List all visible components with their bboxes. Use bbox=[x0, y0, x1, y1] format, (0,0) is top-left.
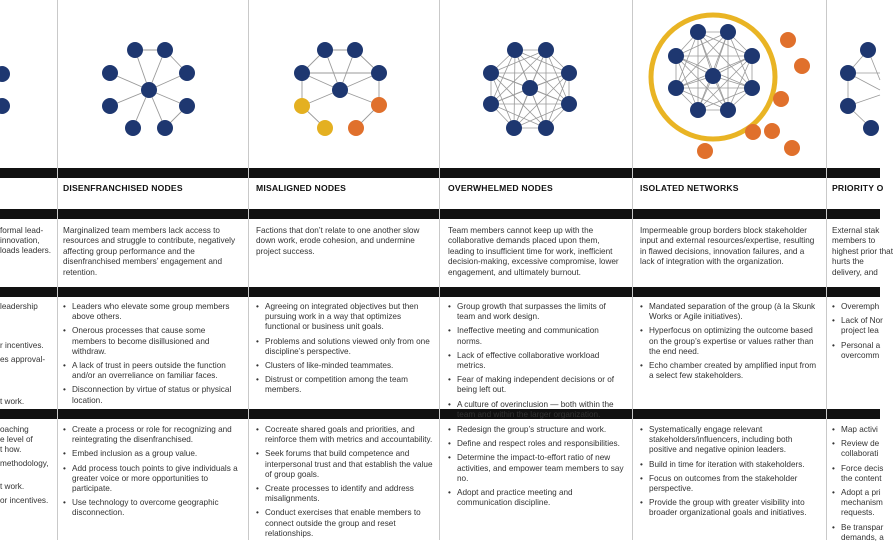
column-description: Marginalized team members lack access to resources and struggle to contribute, negatively affecting group performance and the disenfranchised members’ engagement and retention. bbox=[63, 226, 236, 277]
network-node bbox=[668, 48, 684, 64]
external-node-orange bbox=[773, 91, 789, 107]
priority-network-diagram bbox=[826, 0, 880, 170]
network-edge bbox=[515, 50, 569, 104]
isolated-network-diagram bbox=[632, 0, 826, 170]
network-node bbox=[141, 82, 157, 98]
partial-solution-2: e level of bbox=[0, 435, 33, 444]
list-item: • Onerous processes that cause some members to become disillusioned and withdraw. bbox=[63, 326, 241, 357]
partial-solution-1: oaching bbox=[0, 425, 29, 434]
partial-problem-4: t work. bbox=[0, 397, 25, 406]
partial-solution-4: methodology, bbox=[0, 459, 49, 468]
external-node-orange bbox=[697, 143, 713, 159]
external-node-orange bbox=[794, 58, 810, 74]
list-item: • Personal a overcomm bbox=[832, 341, 896, 361]
list-item: • Provide the group with greater visibility into broader organizational goals and initiatives. bbox=[640, 498, 820, 518]
list-item: • Fear of making independent decisions or of being left out. bbox=[448, 375, 626, 395]
list-item: • Mandated separation of the group (à la Skunk Works or Agile initiatives). bbox=[640, 302, 820, 322]
network-node bbox=[840, 98, 856, 114]
list-item: • Use technology to overcome geographic disconnection. bbox=[63, 498, 241, 518]
network-node bbox=[102, 98, 118, 114]
external-node-orange bbox=[764, 123, 780, 139]
list-item: • Clusters of like-minded teammates. bbox=[256, 361, 434, 371]
list-item: • A culture of overinclusion — both within the team and within the larger organization. bbox=[448, 400, 626, 420]
problems-list bbox=[448, 302, 626, 424]
network-node bbox=[863, 120, 879, 136]
problems-list bbox=[832, 302, 896, 365]
column-priority-overload bbox=[826, 0, 893, 542]
list-item: • Create processes to identify and address misalignments. bbox=[256, 484, 434, 504]
solutions-list bbox=[448, 425, 626, 512]
overwhelmed-network-diagram bbox=[439, 0, 632, 170]
list-item: • Embed inclusion as a group value. bbox=[63, 449, 241, 459]
list-item: • Adopt a pri mechanism requests. bbox=[832, 488, 896, 519]
solutions-list bbox=[640, 425, 820, 523]
list-item: • Problems and solutions viewed only from one discipline’s perspective. bbox=[256, 337, 434, 357]
network-node bbox=[690, 102, 706, 118]
network-node bbox=[720, 102, 736, 118]
problems-list bbox=[640, 302, 820, 385]
list-item: • Leaders who elevate some group members above others. bbox=[63, 302, 241, 322]
column-title: MISALIGNED NODES bbox=[256, 183, 347, 193]
list-item: • Create a process or role for recognizing and reintegrating the disenfranchised. bbox=[63, 425, 241, 445]
network-node bbox=[561, 96, 577, 112]
network-node bbox=[483, 65, 499, 81]
disenfranchised-network-diagram bbox=[57, 0, 248, 170]
network-node-yellow bbox=[317, 120, 333, 136]
list-item: • Define and respect roles and responsibilities. bbox=[448, 439, 626, 449]
network-node bbox=[522, 80, 538, 96]
network-node-orange bbox=[348, 120, 364, 136]
column-description: Factions that don’t relate to one another slow down work, erode cohesion, and undermine project success. bbox=[256, 226, 420, 256]
network-node bbox=[538, 42, 554, 58]
misaligned-network-diagram bbox=[248, 0, 439, 170]
problems-list bbox=[256, 302, 434, 400]
partial-solution-6: or incentives. bbox=[0, 496, 49, 505]
list-item: • Agreeing on integrated objectives but then pursuing work in a way that optimizes functional or business unit goals. bbox=[256, 302, 434, 333]
column-isolated-networks bbox=[632, 0, 826, 540]
list-item: • Force decis the content bbox=[832, 464, 896, 484]
partial-desc-1: formal lead- bbox=[0, 226, 44, 235]
network-node bbox=[125, 120, 141, 136]
network-node bbox=[0, 66, 10, 82]
partial-problem-1: leadership bbox=[0, 302, 38, 311]
network-node bbox=[179, 98, 195, 114]
list-item: • Map activi bbox=[832, 425, 896, 435]
list-item: • Redesign the group’s structure and work. bbox=[448, 425, 626, 435]
column-misaligned-nodes bbox=[248, 0, 439, 540]
network-node bbox=[0, 98, 10, 114]
network-node bbox=[690, 24, 706, 40]
network-node bbox=[347, 42, 363, 58]
list-item: • Lack of Nor project lea bbox=[832, 316, 896, 336]
network-node bbox=[506, 120, 522, 136]
list-item: • Systematically engage relevant stakeholders/influencers, including both positive and negative opinion leaders. bbox=[640, 425, 820, 456]
partial-network-diagram bbox=[0, 0, 57, 170]
list-item: • Add process touch points to give individuals a greater voice or more opportunities to participate. bbox=[63, 464, 241, 495]
column-overwhelmed-nodes bbox=[439, 0, 632, 540]
partial-problem-3: es approval- bbox=[0, 355, 46, 364]
list-item: • Group growth that surpasses the limits of team and work design. bbox=[448, 302, 626, 322]
list-item: • Echo chamber created by amplified input from a select few stakeholders. bbox=[640, 361, 820, 381]
network-node bbox=[720, 24, 736, 40]
network-node bbox=[294, 65, 310, 81]
external-node-orange bbox=[745, 124, 761, 140]
problems-list bbox=[63, 302, 241, 410]
list-item: • Review de collaborati bbox=[832, 439, 896, 459]
network-node bbox=[507, 42, 523, 58]
column-title: DISENFRANCHISED NODES bbox=[63, 183, 183, 193]
network-node bbox=[127, 42, 143, 58]
network-node bbox=[483, 96, 499, 112]
list-item: • Cocreate shared goals and priorities, and reinforce them with metrics and accountability. bbox=[256, 425, 434, 445]
external-node-orange bbox=[780, 32, 796, 48]
column-title: ISOLATED NETWORKS bbox=[640, 183, 739, 193]
partial-desc-2: innovation, bbox=[0, 236, 40, 245]
network-node bbox=[744, 48, 760, 64]
network-node bbox=[371, 65, 387, 81]
list-item: • Focus on outcomes from the stakeholder perspective. bbox=[640, 474, 820, 494]
list-item: • Distrust or competition among the team members. bbox=[256, 375, 434, 395]
network-edge bbox=[514, 50, 515, 128]
network-node bbox=[538, 120, 554, 136]
network-node-orange bbox=[371, 97, 387, 113]
solutions-list bbox=[832, 425, 896, 547]
list-item: • Hyperfocus on optimizing the outcome based on the group’s expertise or values rather than the end need. bbox=[640, 326, 820, 357]
network-node bbox=[332, 82, 348, 98]
column-disenfranchised-nodes bbox=[57, 0, 248, 540]
list-item: • Build in time for iteration with stakeholders. bbox=[640, 460, 820, 470]
network-node bbox=[157, 42, 173, 58]
column-title: PRIORITY O bbox=[832, 183, 884, 193]
partial-desc-3: loads leaders. bbox=[0, 246, 51, 255]
solutions-list bbox=[63, 425, 241, 523]
network-node bbox=[668, 80, 684, 96]
list-item: • Seek forums that build competence and interpersonal trust and that establish the value of group goals. bbox=[256, 449, 434, 480]
network-node bbox=[705, 68, 721, 84]
list-item: • Lack of effective collaborative workload metrics. bbox=[448, 351, 626, 371]
list-item: • Conduct exercises that enable members to connect outside the group and reset relationships. bbox=[256, 508, 434, 539]
network-node bbox=[561, 65, 577, 81]
network-node bbox=[317, 42, 333, 58]
list-item: • Determine the impact-to-effort ratio of new activities, and empower team members to say no. bbox=[448, 453, 626, 484]
network-node bbox=[179, 65, 195, 81]
network-node bbox=[860, 42, 876, 58]
solutions-list bbox=[256, 425, 434, 543]
column-title: OVERWHELMED NODES bbox=[448, 183, 553, 193]
column-description: Team members cannot keep up with the collaborative demands placed upon them, leading to insufficient time for work, inefficient decision-making, excessive compromise, lower engagement, and ultimately burnout. bbox=[448, 226, 619, 277]
list-item: • Be transpar demands, a bbox=[832, 523, 896, 543]
partial-left-column bbox=[0, 0, 57, 540]
partial-solution-3: t how. bbox=[0, 445, 22, 454]
list-item: • Disconnection by virtue of status or physical location. bbox=[63, 385, 241, 405]
network-node bbox=[157, 120, 173, 136]
external-node-orange bbox=[784, 140, 800, 156]
list-item: • A lack of trust in peers outside the function and/or an overreliance on familiar faces. bbox=[63, 361, 241, 381]
network-node bbox=[840, 65, 856, 81]
network-node bbox=[744, 80, 760, 96]
list-item: • Ineffective meeting and communication norms. bbox=[448, 326, 626, 346]
column-description: External stak members to highest prior that hurts the delivery, and bbox=[832, 226, 893, 277]
partial-problem-2: r incentives. bbox=[0, 341, 44, 350]
list-item: • Overemph bbox=[832, 302, 896, 312]
column-description: Impermeable group borders block stakeholder input and external resources/expertise, resulting in flawed decisions, innovation failures, and a lack of integration with the organization. bbox=[640, 226, 815, 267]
list-item: • Adopt and practice meeting and communication discipline. bbox=[448, 488, 626, 508]
network-node bbox=[102, 65, 118, 81]
network-node-yellow bbox=[294, 98, 310, 114]
partial-solution-5: t work. bbox=[0, 482, 25, 491]
